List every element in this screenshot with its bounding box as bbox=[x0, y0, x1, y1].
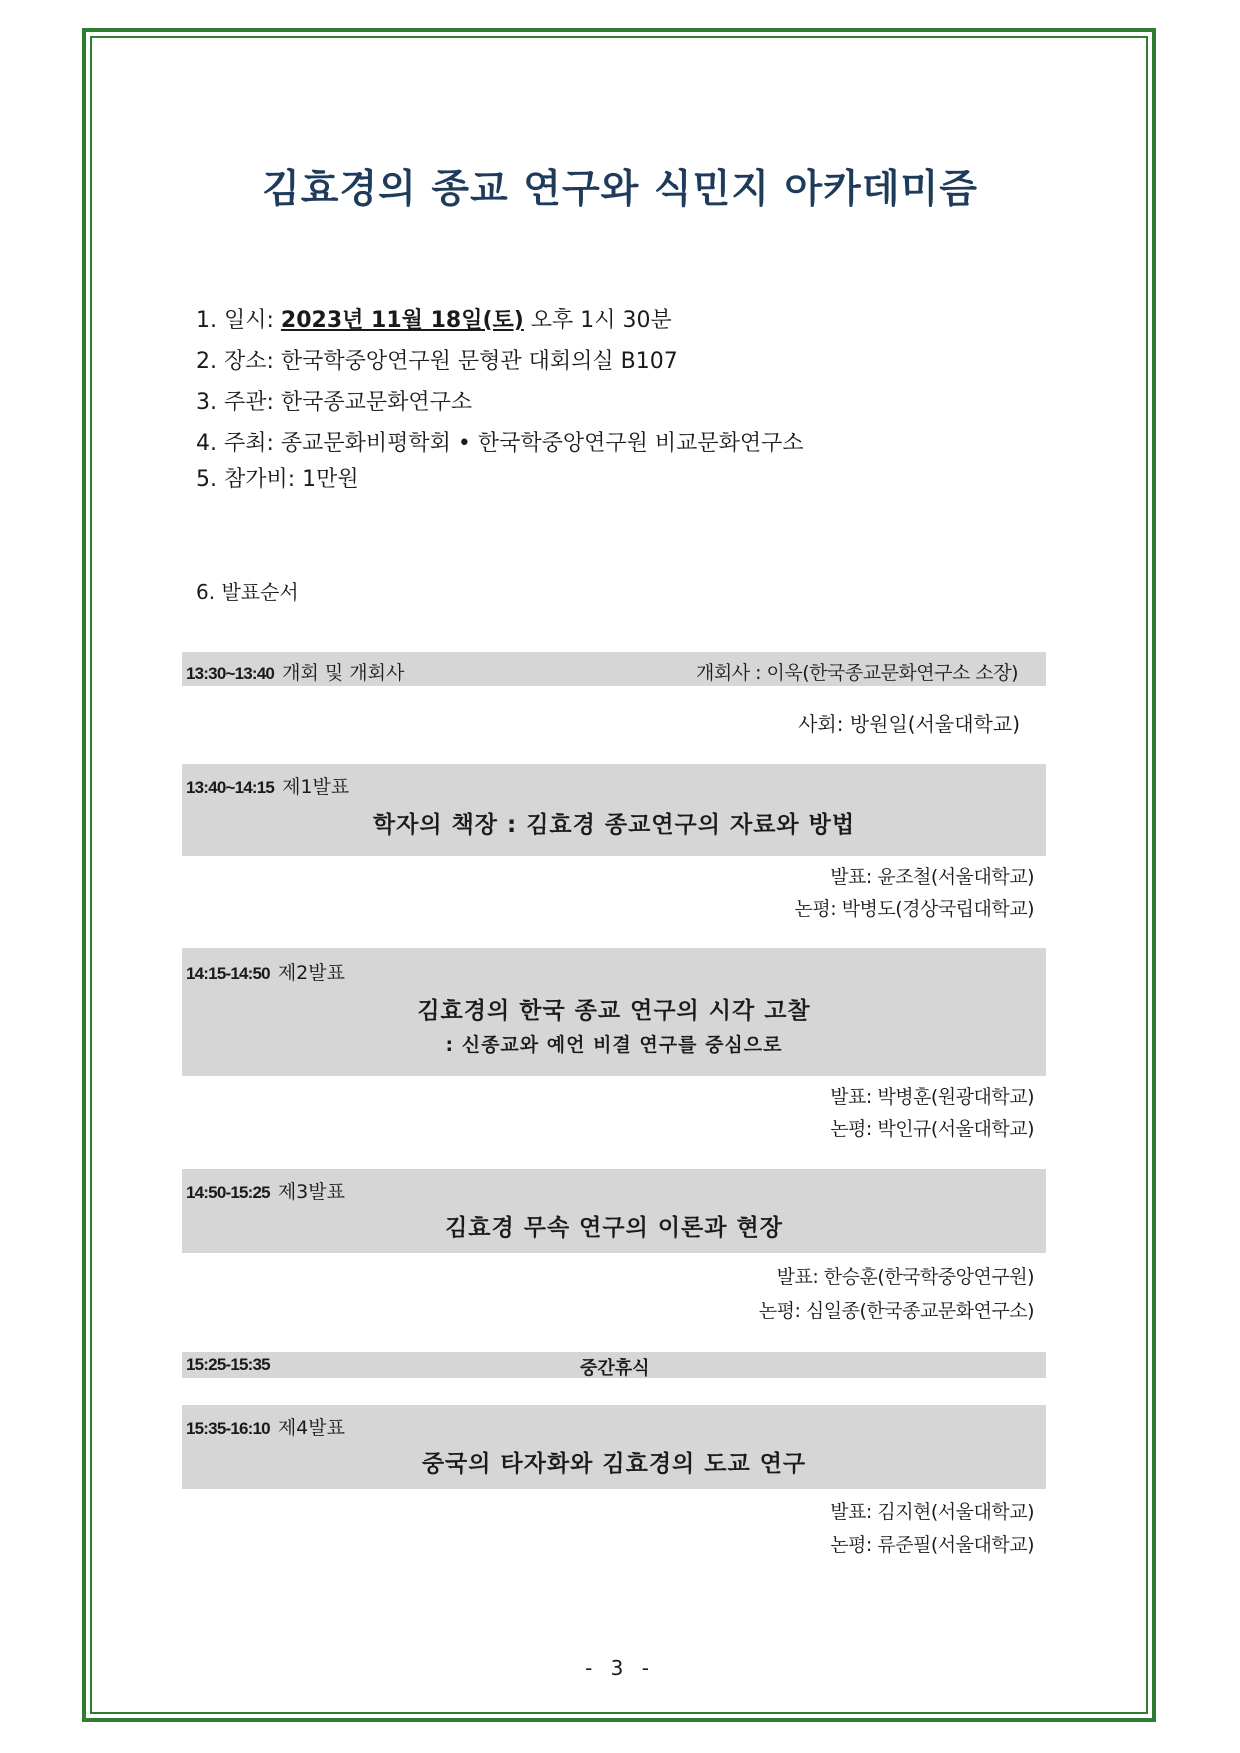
session-1-header bbox=[186, 772, 349, 799]
session-1-discussant: 논평: 박병도(경상국립대학교) bbox=[794, 898, 1034, 920]
section-label-program: 6. 발표순서 bbox=[196, 580, 299, 604]
break-label: 중간휴식 bbox=[580, 1358, 650, 1379]
document-title: 김효경의 종교 연구와 식민지 아카데미즘 bbox=[262, 167, 978, 212]
break-time: 15:25-15:35 bbox=[186, 1355, 270, 1374]
info-date-suffix: 오후 1시 30분 bbox=[523, 308, 672, 333]
info-item-date bbox=[196, 303, 672, 334]
session-4-presenter: 발표: 김지현(서울대학교) bbox=[830, 1501, 1034, 1523]
info-item-organizer: 3. 주관: 한국종교문화연구소 bbox=[196, 390, 473, 415]
session-3-time: 14:50-15:25 bbox=[186, 1183, 270, 1202]
break-time-wrap bbox=[186, 1355, 270, 1375]
session-4-time: 15:35-16:10 bbox=[186, 1419, 270, 1438]
opening-speaker: 개회사 : 이욱(한국종교문화연구소 소장) bbox=[695, 662, 1018, 684]
session-2-presenter: 발표: 박병훈(원광대학교) bbox=[830, 1086, 1034, 1108]
session-1-label: 제1발표 bbox=[282, 776, 350, 798]
page-number: - 3 - bbox=[585, 1656, 655, 1680]
session-4-header bbox=[186, 1413, 345, 1440]
session-2-time: 14:15-14:50 bbox=[186, 964, 270, 983]
session-3-title: 김효경 무속 연구의 이론과 현장 bbox=[445, 1215, 783, 1241]
session-4-bar bbox=[182, 1405, 1046, 1489]
opening-row bbox=[186, 658, 404, 685]
session-3-presenter: 발표: 한승훈(한국학중앙연구원) bbox=[776, 1266, 1034, 1288]
opening-time: 13:30~13:40 bbox=[186, 664, 275, 683]
info-item-host: 4. 주최: 종교문화비평학회 • 한국학중앙연구원 비교문화연구소 bbox=[196, 431, 804, 456]
opening-label: 개회 및 개회사 bbox=[282, 662, 405, 684]
session-2-bar bbox=[182, 948, 1046, 1076]
session-2-label: 제2발표 bbox=[277, 962, 345, 984]
session-4-discussant: 논평: 류준필(서울대학교) bbox=[830, 1534, 1034, 1556]
info-item-fee: 5. 참가비: 1만원 bbox=[196, 467, 359, 492]
session-2-subtitle: : 신종교와 예언 비결 연구를 중심으로 bbox=[445, 1034, 783, 1056]
info-date-prefix: 1. 일시: bbox=[196, 308, 281, 333]
session-1-presenter: 발표: 윤조철(서울대학교) bbox=[830, 866, 1034, 888]
break-bar bbox=[182, 1352, 1046, 1378]
session-1-time: 13:40~14:15 bbox=[186, 778, 275, 797]
session-1-title: 학자의 책장 : 김효경 종교연구의 자료와 방법 bbox=[372, 812, 856, 838]
session-3-label: 제3발표 bbox=[277, 1181, 345, 1203]
session-2-header bbox=[186, 958, 345, 985]
moderator: 사회: 방원일(서울대학교) bbox=[798, 712, 1020, 736]
session-4-label: 제4발표 bbox=[277, 1417, 345, 1439]
session-2-title: 김효경의 한국 종교 연구의 시각 고찰 bbox=[417, 998, 811, 1024]
session-4-title: 중국의 타자화와 김효경의 도교 연구 bbox=[421, 1451, 807, 1477]
info-date-value: 2023년 11월 18일(토) bbox=[280, 308, 524, 333]
session-3-bar bbox=[182, 1169, 1046, 1253]
session-3-header bbox=[186, 1177, 345, 1204]
session-2-discussant: 논평: 박인규(서울대학교) bbox=[830, 1118, 1034, 1140]
session-3-discussant: 논평: 심일종(한국종교문화연구소) bbox=[758, 1300, 1034, 1322]
session-1-bar bbox=[182, 764, 1046, 856]
info-item-venue: 2. 장소: 한국학중앙연구원 문형관 대회의실 B107 bbox=[196, 349, 678, 374]
